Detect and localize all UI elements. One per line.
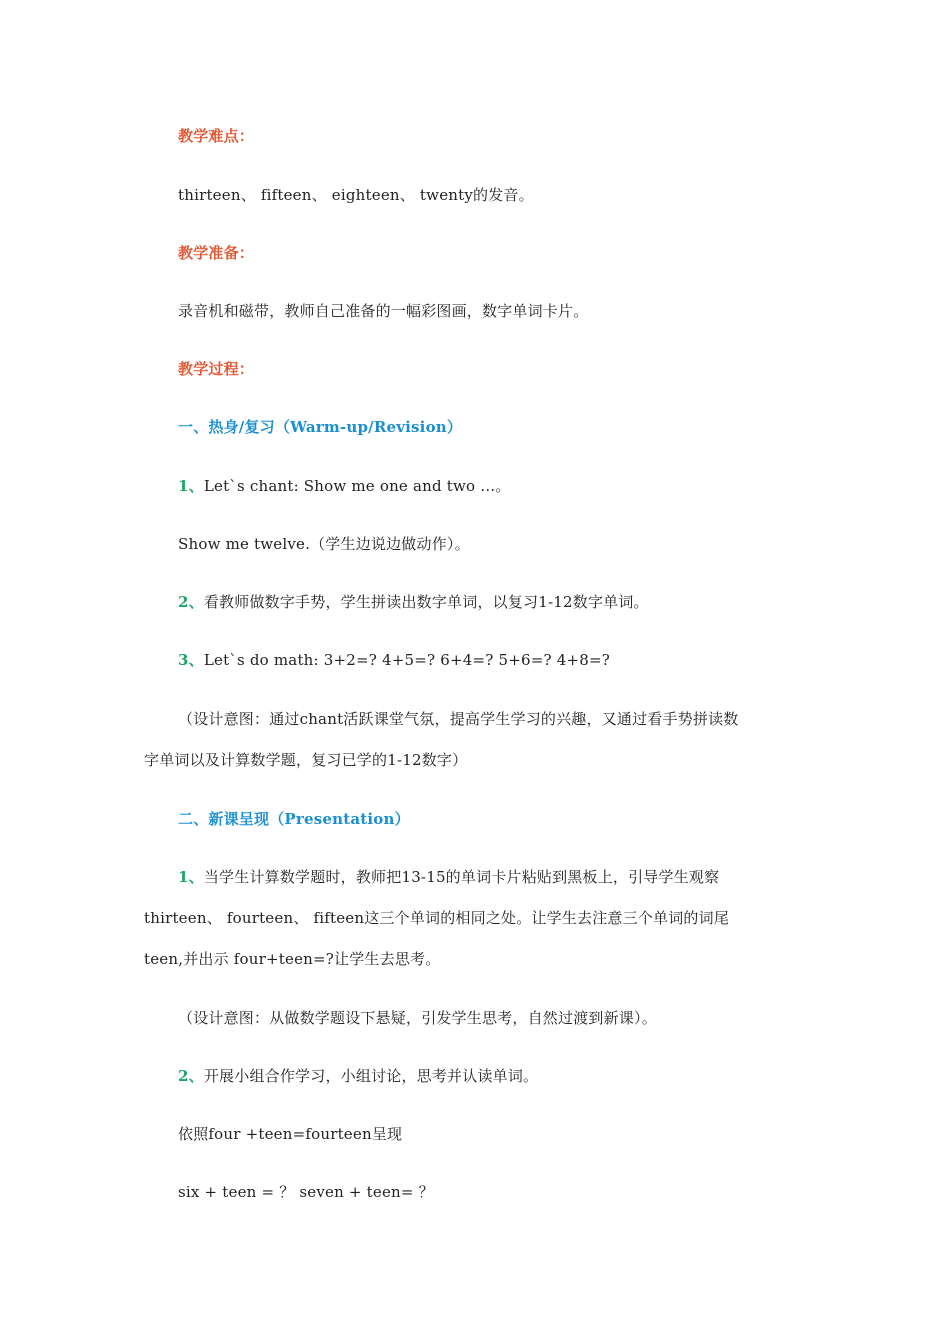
- item-text: 看教师做数字手势，学生拼读出数字单词，以复习1-12数字单词。: [203, 593, 649, 611]
- item-number: 1、: [178, 477, 204, 495]
- section-warmup-title: 一、热身/复习（Warm-up/Revision）: [178, 418, 463, 436]
- item-text: Let`s do math: 3+2=? 4+5=? 6+4=? 5+6=? 4+8=?: [203, 651, 610, 669]
- section-presentation-title: 二、新课呈现（Presentation）: [178, 810, 410, 828]
- warmup-item-3: [178, 650, 610, 670]
- difficulty-text: thirteen、 fifteen、 eighteen、 twenty的发音。: [178, 186, 534, 204]
- warmup-item-2: [178, 592, 649, 612]
- item-number: 2、: [178, 593, 204, 611]
- item-number: 3、: [178, 651, 204, 669]
- presentation-follow-text: 依照four +teen=fourteen呈现: [178, 1125, 403, 1143]
- item-number: 1、: [178, 868, 204, 886]
- presentation-item-1-line-2: thirteen、 fourteen、 fifteen这三个单词的相同之处。让学生去注意三个单词的词尾: [144, 909, 730, 927]
- item-text: Let`s chant: Show me one and two …。: [203, 477, 511, 495]
- presentation-item-1-line-1: [178, 867, 719, 887]
- warmup-item-1: [178, 476, 511, 496]
- heading-teaching-preparation: 教学准备：: [178, 244, 255, 262]
- presentation-item-2: [178, 1066, 538, 1086]
- presentation-design-intent: （设计意图：从做数学题设下悬疑，引发学生思考，自然过渡到新课）。: [178, 1009, 657, 1027]
- item-number: 2、: [178, 1067, 204, 1085]
- heading-teaching-difficulty: 教学难点：: [178, 127, 255, 145]
- presentation-example: six + teen = ？ seven + teen= ？: [178, 1183, 434, 1201]
- preparation-text: 录音机和磁带，教师自己准备的一幅彩图画，数字单词卡片。: [178, 302, 589, 320]
- warmup-design-intent-line-2: 字单词以及计算数学题，复习已学的1-12数字）: [144, 751, 468, 769]
- warmup-design-intent-line-1: （设计意图：通过chant活跃课堂气氛，提高学生学习的兴趣，又通过看手势拼读数: [178, 710, 739, 728]
- warmup-item-1-continued: Show me twelve.（学生边说边做动作）。: [178, 535, 470, 553]
- heading-teaching-process: 教学过程：: [178, 360, 255, 378]
- item-text: 开展小组合作学习，小组讨论，思考并认读单词。: [203, 1067, 539, 1085]
- item-text: 当学生计算数学题时，教师把13-15的单词卡片粘贴到黑板上，引导学生观察: [203, 868, 720, 886]
- presentation-item-1-line-3: teen,并出示 four+teen=?让学生去思考。: [144, 950, 441, 968]
